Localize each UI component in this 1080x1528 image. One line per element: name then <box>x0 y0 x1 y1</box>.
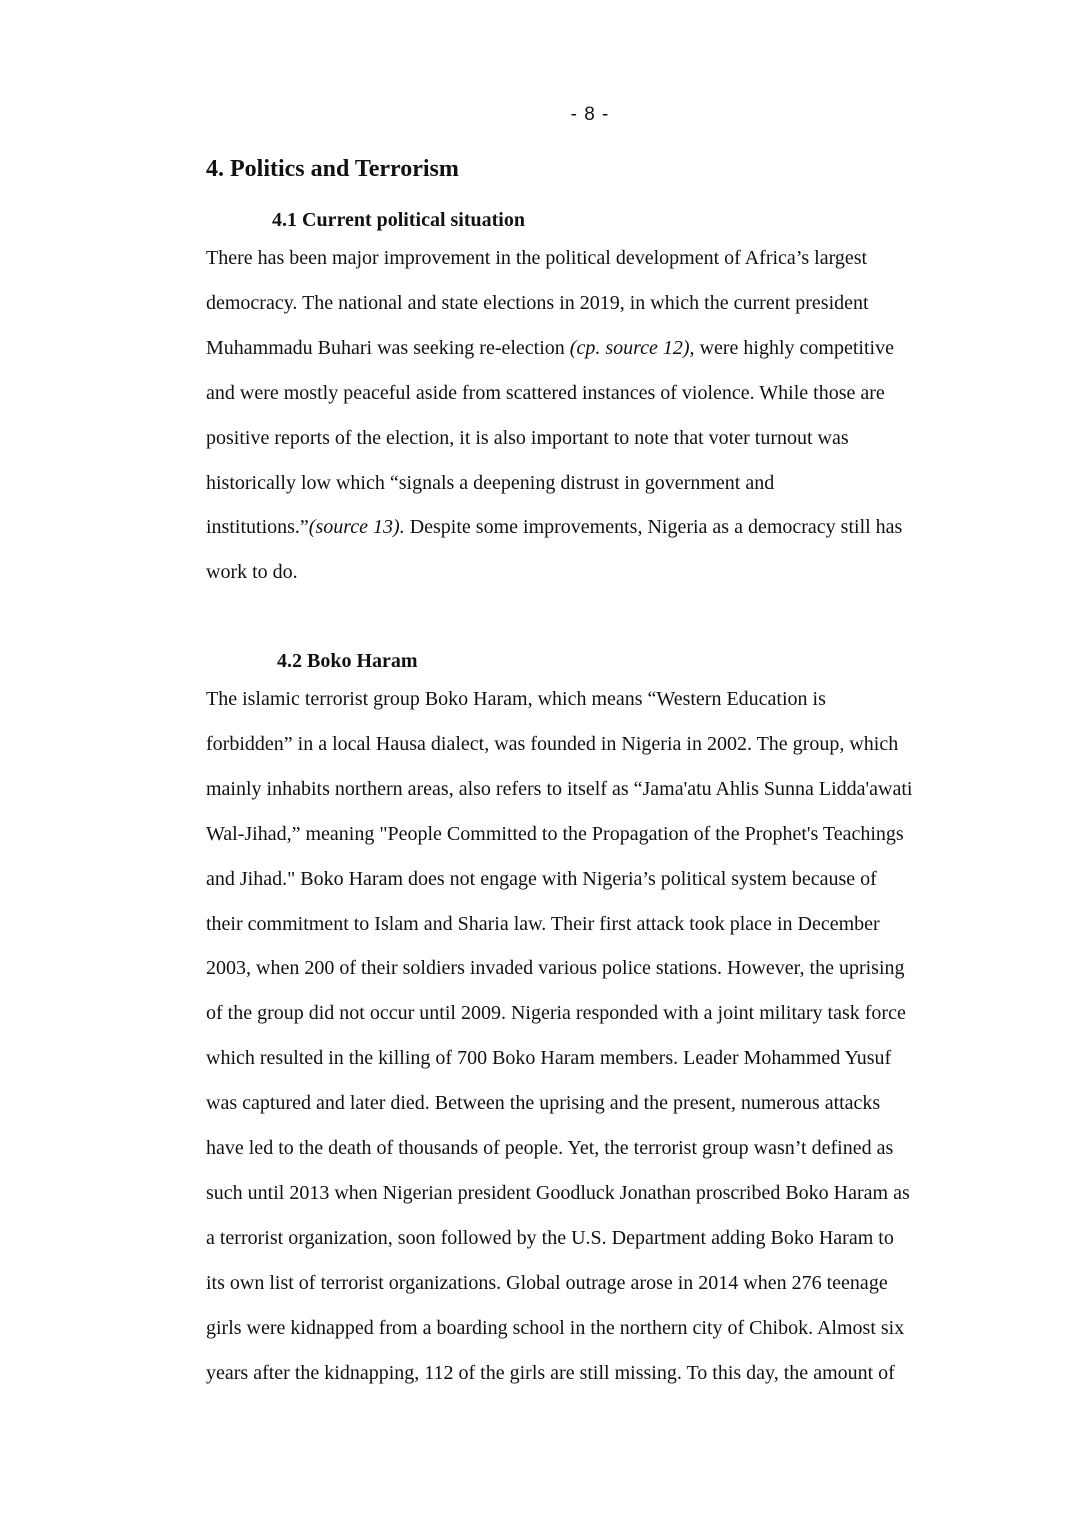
text-line <box>206 777 912 801</box>
line-text: work to do. <box>206 561 298 583</box>
line-text: was captured and later died. Between the uprising and the present, numerous attacks <box>206 1092 881 1114</box>
section-heading: 4. Politics and Terrorism <box>206 156 459 182</box>
line-text: 2003, when 200 of their soldiers invaded various police stations. However, the uprising <box>206 957 905 979</box>
text-line <box>206 291 869 315</box>
text-line <box>206 246 867 270</box>
text-line <box>206 1316 904 1340</box>
text-line <box>206 956 905 980</box>
text-line <box>206 912 880 936</box>
line-text: such until 2013 when Nigerian president Goodluck Jonathan proscribed Boko Haram as <box>206 1182 910 1204</box>
text-line <box>206 471 774 495</box>
subsection-heading-boko-haram: 4.2 Boko Haram <box>277 650 418 672</box>
line-text: years after the kidnapping, 112 of the girls are still missing. To this day, the amount of <box>206 1362 895 1384</box>
citation: (cp. source 12), <box>569 337 695 359</box>
line-text: have led to the death of thousands of people. Yet, the terrorist group wasn’t defined as <box>206 1137 894 1159</box>
text-line <box>206 426 849 450</box>
line-text: were highly competitive <box>694 337 894 359</box>
line-text: There has been major improvement in the political development of Africa’s largest <box>206 247 868 269</box>
page-number: - 8 - <box>570 104 610 125</box>
line-text: of the group did not occur until 2009. Nigeria responded with a joint military task force <box>206 1002 906 1024</box>
text-line <box>206 867 877 891</box>
line-text: their commitment to Islam and Sharia law. Their first attack took place in December <box>206 913 880 935</box>
line-text: positive reports of the election, it is also important to note that voter turnout was <box>206 427 849 449</box>
line-text: girls were kidnapped from a boarding school in the northern city of Chibok. Almost six <box>206 1317 905 1339</box>
line-text: The islamic terrorist group Boko Haram, which means “Western Education is <box>206 688 826 710</box>
text-line <box>206 1091 880 1115</box>
line-text: forbidden” in a local Hausa dialect, was founded in Nigeria in 2002. The group, which <box>206 733 899 755</box>
line-text: institutions.” <box>206 516 309 538</box>
line-text: a terrorist organization, soon followed by the U.S. Department adding Boko Haram to <box>206 1227 894 1249</box>
text-line <box>206 381 885 405</box>
line-text: Muhammadu Buhari was seeking re-election <box>206 337 570 359</box>
line-text: democracy. The national and state elections in 2019, in which the current president <box>206 292 869 314</box>
text-line <box>206 687 826 711</box>
text-line <box>206 560 298 584</box>
line-text: its own list of terrorist organizations. Global outrage arose in 2014 when 276 teenage <box>206 1272 888 1294</box>
subsection-heading-current-political-situation: 4.1 Current political situation <box>272 209 525 231</box>
line-text: mainly inhabits northern areas, also refers to itself as “Jama'atu Ahlis Sunna Lidda'awati <box>206 778 913 800</box>
text-line <box>206 1271 888 1295</box>
line-text: which resulted in the killing of 700 Boko Haram members. Leader Mohammed Yusuf <box>206 1047 892 1069</box>
text-line <box>206 732 898 756</box>
text-line <box>206 1181 910 1205</box>
line-text: Despite some improvements, Nigeria as a democracy still has <box>404 516 903 538</box>
citation: (source 13). <box>308 516 405 538</box>
line-text: and were mostly peaceful aside from scattered instances of violence. While those are <box>206 382 885 404</box>
text-line <box>206 1046 891 1070</box>
line-text: Wal-Jihad,” meaning "People Committed to the Propagation of the Prophet's Teachings <box>206 823 904 845</box>
text-line <box>206 336 894 360</box>
text-line <box>206 822 904 846</box>
line-text: historically low which “signals a deepening distrust in government and <box>206 472 775 494</box>
text-line <box>206 1136 893 1160</box>
text-line <box>206 515 902 539</box>
text-line <box>206 1001 906 1025</box>
text-line <box>206 1226 894 1250</box>
text-line <box>206 1361 895 1385</box>
line-text: and Jihad." Boko Haram does not engage with Nigeria’s political system because of <box>206 868 877 890</box>
